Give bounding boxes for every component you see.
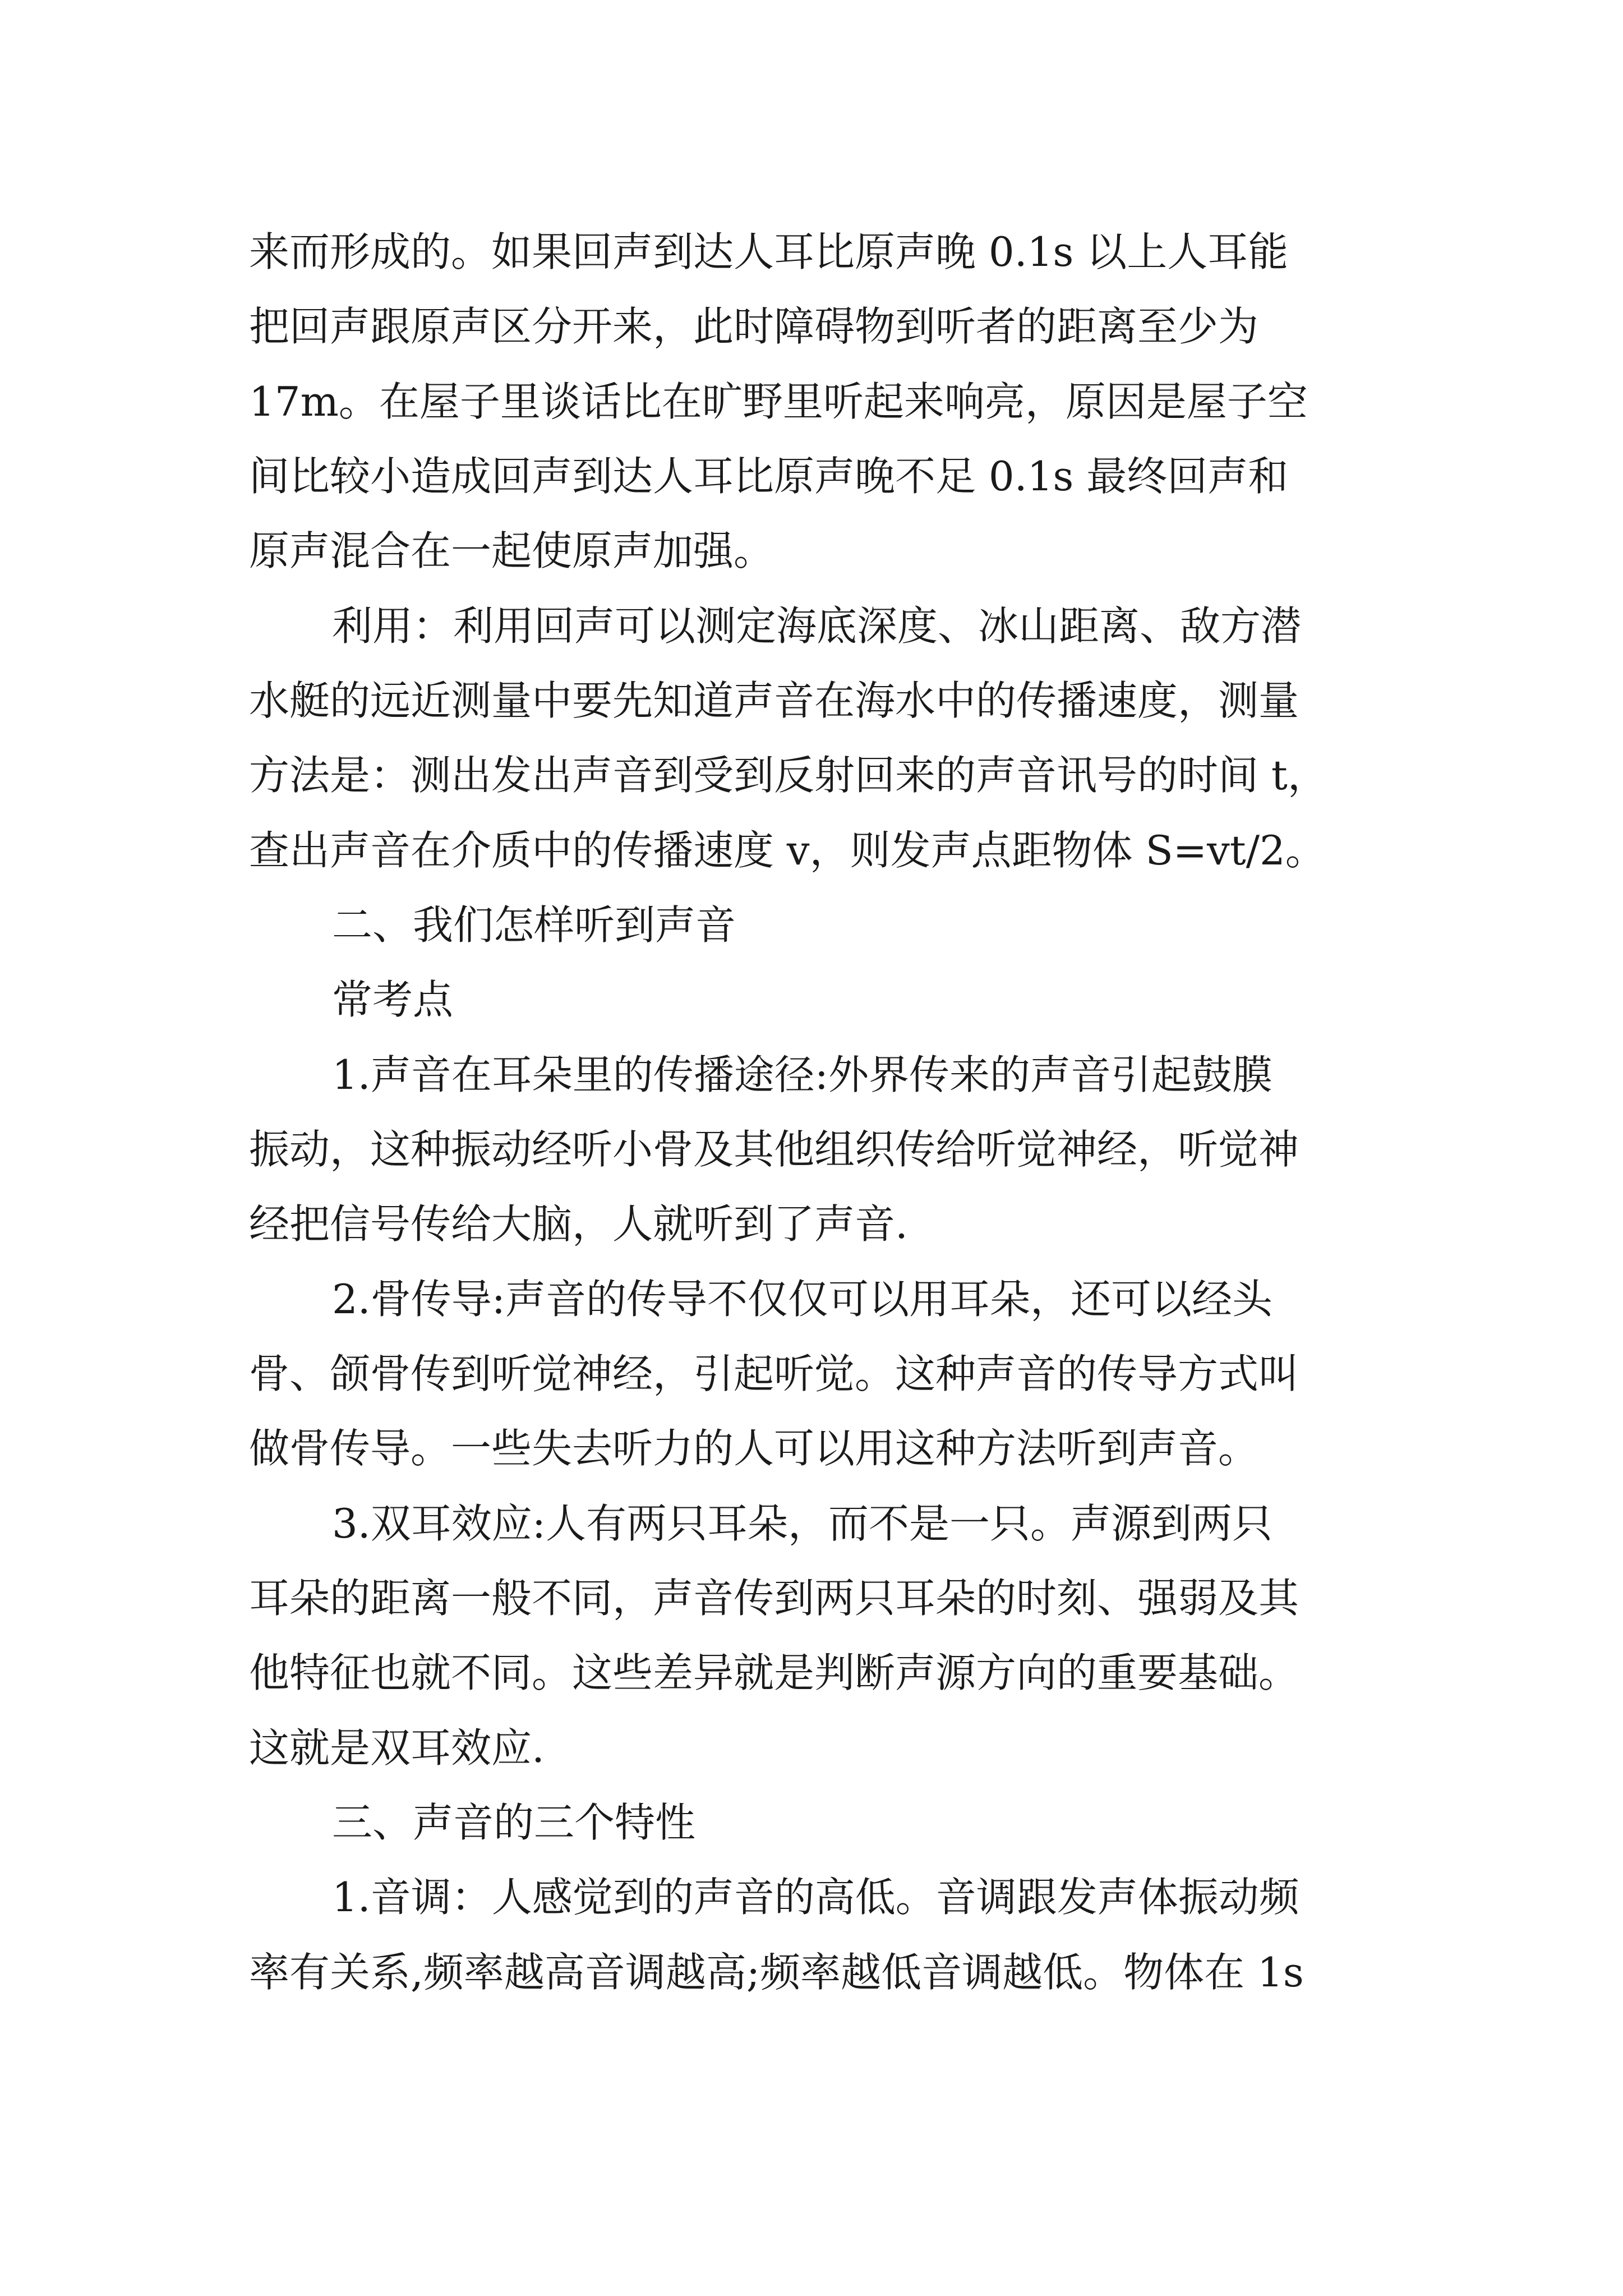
text-line-18: 3.双耳效应:人有两只耳朵，而不是一只。声源到两只 xyxy=(332,1500,1272,1547)
text-line-4: 间比较小造成回声到达人耳比原声晚不足 0.1s 最终回声和 xyxy=(249,453,1289,500)
text-line-2: 把回声跟原声区分开来，此时障碍物到听者的距离至少为 xyxy=(249,303,1259,350)
text-line-19: 耳朵的距离一般不同，声音传到两只耳朵的时刻、强弱及其 xyxy=(249,1575,1299,1622)
section-heading-2: 二、我们怎样听到声音 xyxy=(332,901,736,949)
text-line-7: 水艇的远近测量中要先知道声音在海水中的传播速度，测量 xyxy=(249,677,1299,724)
text-line-24: 率有关系,频率越高音调越高;频率越低音调越低。物体在 1s xyxy=(249,1949,1304,1996)
subheading-common-points: 常考点 xyxy=(332,976,454,1023)
section-heading-3: 三、声音的三个特性 xyxy=(332,1799,696,1846)
text-line-16: 骨、颌骨传到听觉神经，引起听觉。这种声音的传导方式叫 xyxy=(249,1350,1299,1397)
text-line-12: 1.声音在耳朵里的传播途径:外界传来的声音引起鼓膜 xyxy=(332,1051,1272,1098)
text-line-3: 17m。在屋子里谈话比在旷野里听起来响亮，原因是屋子空 xyxy=(249,378,1308,425)
text-line-9: 查出声音在介质中的传播速度 v，则发声点距物体 S=vt/2。 xyxy=(249,827,1326,874)
text-line-6: 利用：利用回声可以测定海底深度、冰山距离、敌方潜 xyxy=(332,602,1302,650)
text-line-13: 振动，这种振动经听小骨及其他组织传给听觉神经，听觉神 xyxy=(249,1126,1299,1173)
text-line-17: 做骨传导。一些失去听力的人可以用这种方法听到声音。 xyxy=(249,1425,1259,1472)
text-line-20: 他特征也就不同。这些差异就是判断声源方向的重要基础。 xyxy=(249,1649,1299,1696)
text-line-5: 原声混合在一起使原声加强。 xyxy=(249,527,774,574)
text-line-1: 来而形成的。如果回声到达人耳比原声晚 0.1s 以上人耳能 xyxy=(249,228,1289,275)
text-line-8: 方法是：测出发出声音到受到反射回来的声音讯号的时间 t， xyxy=(249,752,1328,799)
text-line-21: 这就是双耳效应. xyxy=(249,1724,545,1772)
text-line-15: 2.骨传导:声音的传导不仅仅可以用耳朵，还可以经头 xyxy=(332,1276,1272,1323)
text-line-23: 1.音调：人感觉到的声音的高低。音调跟发声体振动频 xyxy=(332,1874,1299,1921)
text-line-14: 经把信号传给大脑，人就听到了声音. xyxy=(249,1200,908,1248)
